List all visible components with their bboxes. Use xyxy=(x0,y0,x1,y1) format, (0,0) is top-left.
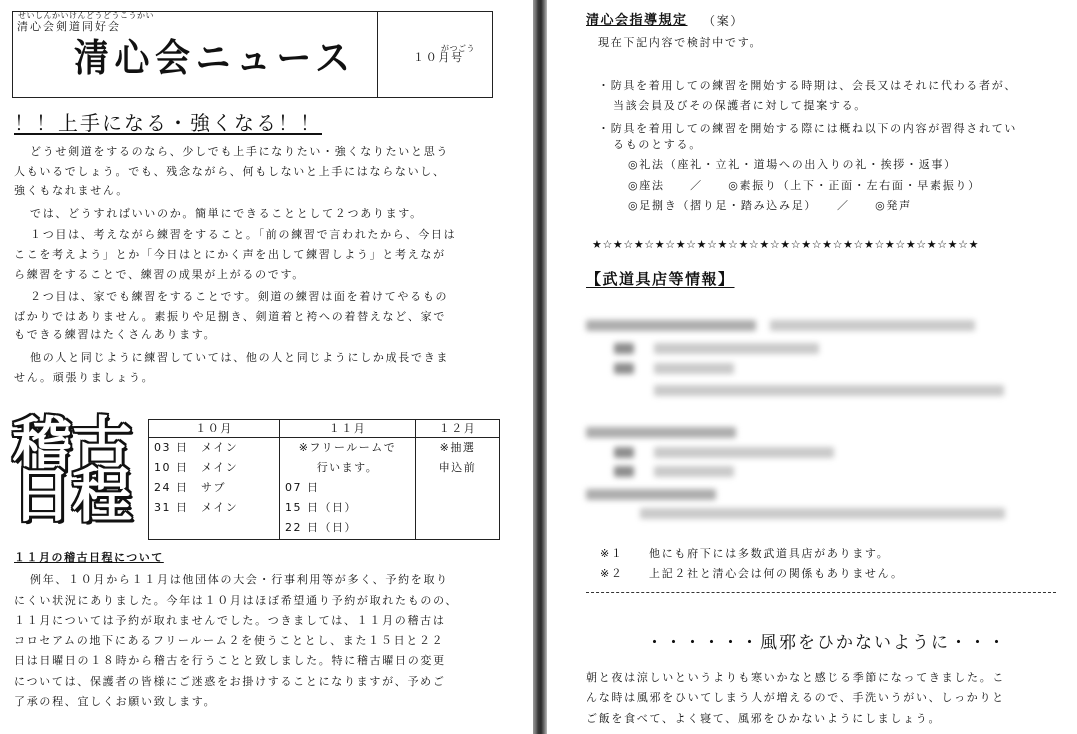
schedule-col-dec xyxy=(416,438,500,540)
rule-line: ◎足捌き（摺り足・踏み込み足） ／ ◎発声 xyxy=(628,199,912,212)
note-line: ※２ 上記２社と清心会は何の関係もありません。 xyxy=(600,567,904,580)
issue-ruby: がつごう xyxy=(441,44,475,53)
rules-title-suffix: （案） xyxy=(703,14,745,28)
rule-line: ◎礼法（座礼・立礼・道場への出入りの礼・挨拶・返事） xyxy=(628,158,957,171)
redacted-text xyxy=(654,363,734,374)
dashed-divider xyxy=(586,592,1056,593)
schedule-header: １１月 xyxy=(280,420,416,438)
schedule-col-oct xyxy=(149,438,280,540)
headline: ！！上手になる・強くなる！！ xyxy=(14,111,322,135)
schedule-title-char: 稽 xyxy=(12,411,70,481)
rules-subtitle: 現在下記内容で検討中です。 xyxy=(598,36,763,49)
schedule-title-char: 日 xyxy=(12,461,70,531)
cold-line: 朝と夜は涼しいというよりも寒いかなと感じる季節になってきました。こ xyxy=(586,671,1006,684)
nov-line: 日は日曜日の１８時から稽古を行うことと致しました。特に稽古曜日の変更 xyxy=(14,654,446,667)
redacted-text xyxy=(586,320,756,331)
intro-line: 他の人と同じように練習していては、他の人と同じようにしか成長できま xyxy=(30,351,450,364)
redacted-text xyxy=(614,343,634,354)
nov-schedule-heading: １１月の稽古日程について xyxy=(14,551,164,564)
star-divider: ★☆★☆★☆★☆★☆★☆★☆★☆★☆★☆★☆★☆★☆★☆★☆★☆★☆★☆★ xyxy=(592,238,980,251)
redacted-text xyxy=(614,466,634,477)
rule-line: ・防具を着用しての練習を開始する時期は、会長又はそれに代わる者が、 xyxy=(598,79,1018,92)
redacted-text xyxy=(654,447,834,458)
intro-line: どうせ剣道をするのなら、少しでも上手になりたい・強くなりたいと思う xyxy=(30,145,450,158)
intro-line: ２つ目は、家でも練習をすることです。剣道の練習は面を着けてやるもの xyxy=(30,290,449,303)
redacted-text xyxy=(614,447,634,458)
redacted-text xyxy=(586,489,716,500)
redacted-text xyxy=(654,343,819,354)
newsletter-title: 清心会ニュース xyxy=(74,35,356,80)
intro-line: ここを考えよう」とか「今日はとにかく声を出して練習しよう」と考えなが xyxy=(14,248,446,261)
issue-label: １０月号 xyxy=(413,51,464,64)
intro-line: 強くもなれません。 xyxy=(14,184,129,197)
rules-title: 清心会指導規定 xyxy=(586,13,688,28)
intro-line: 人もいるでしょう。でも、残念ながら、何もしないと上手にはならないし、 xyxy=(14,165,446,178)
schedule-entry: 07 日 xyxy=(285,481,320,494)
cold-heading: ・・・・・・風邪をひかないように・・・ xyxy=(646,633,1007,653)
schedule-header: １０月 xyxy=(149,420,280,438)
schedule-entry: ※抽選 xyxy=(439,441,476,454)
schedule-header: １２月 xyxy=(416,420,500,438)
redacted-text xyxy=(654,385,1004,396)
schedule-title-char: 程 xyxy=(72,461,130,531)
intro-line: もできる練習はたくさんあります。 xyxy=(14,328,217,341)
schedule-entry: 15 日（日） xyxy=(285,501,357,514)
intro-line: ら練習をすることで、練習の成果が上がるのです。 xyxy=(14,268,305,281)
redacted-text xyxy=(586,427,736,438)
schedule-table xyxy=(148,419,500,540)
nov-line: コロセアムの地下にあるフリールーム２を使うこととし、また１５日と２２ xyxy=(14,634,445,647)
org-name: 清心会剣道同好会 xyxy=(17,20,121,33)
schedule-entry: 10 日 メイン xyxy=(154,461,239,474)
rule-line: ・防具を着用しての練習を開始する際には概ね以下の内容が習得されてい xyxy=(598,122,1018,135)
rule-line: るものとする。 xyxy=(613,138,702,151)
rule-line: ◎座法 ／ ◎素振り（上下・正面・左右面・早素振り） xyxy=(628,179,981,192)
intro-line: １つ目は、考えながら練習をすること。「前の練習で言われたから、今日は xyxy=(30,228,457,241)
redacted-text xyxy=(640,508,1005,519)
header-separator xyxy=(377,11,378,98)
nov-line: １１月については予約が取れませんでした。つきましては、１１月の稽古は xyxy=(14,614,446,627)
redacted-text xyxy=(614,363,634,374)
page-divider xyxy=(533,0,547,734)
intro-line: せん。頑張りましょう。 xyxy=(14,371,155,384)
cold-line: んな時は風邪をひいてしまう人が増えるので、手洗いうがい、しっかりと xyxy=(586,691,1005,704)
schedule-entry: 22 日（日） xyxy=(285,521,357,534)
redacted-text xyxy=(654,466,734,477)
rule-line: 当該会員及びその保護者に対して提案する。 xyxy=(613,99,867,112)
schedule-entry: 31 日 メイン xyxy=(154,501,239,514)
schedule-entry: 申込前 xyxy=(438,461,477,474)
nov-line: にくい状況にありました。今年は１０月はほぼ希望通り予約が取れたものの、 xyxy=(14,594,459,607)
schedule-entry: 行います。 xyxy=(316,461,379,474)
cold-line: ご飯を食べて、よく寝て、風邪をひかないようにしましょう。 xyxy=(586,712,942,725)
intro-line: ばかりではありません。素振りや足捌き、剣道着と袴への着替えなど、家で xyxy=(14,310,447,323)
schedule-entry: ※フリールームで xyxy=(298,441,397,454)
note-line: ※１ 他にも府下には多数武道具店があります。 xyxy=(600,547,890,560)
schedule-title-char: 古 xyxy=(72,411,130,481)
intro-line: では、どうすればいいのか。簡単にできることとして２つあります。 xyxy=(30,207,423,220)
org-ruby: せいしんかいけんどうどうこうかい xyxy=(18,11,154,20)
shop-heading: 【武道具店等情報】 xyxy=(586,270,735,288)
schedule-entry: 03 日 メイン xyxy=(154,441,239,454)
nov-line: については、保護者の皆様にご迷惑をお掛けすることになりますが、予めご xyxy=(14,675,446,688)
redacted-text xyxy=(770,320,975,331)
nov-line: 例年、１０月から１１月は他団体の大会・行事利用等が多く、予約を取り xyxy=(30,573,449,586)
schedule-col-nov xyxy=(280,438,416,540)
schedule-entry: 24 日 サブ xyxy=(154,481,226,494)
nov-line: 了承の程、宜しくお願い致します。 xyxy=(14,695,217,708)
